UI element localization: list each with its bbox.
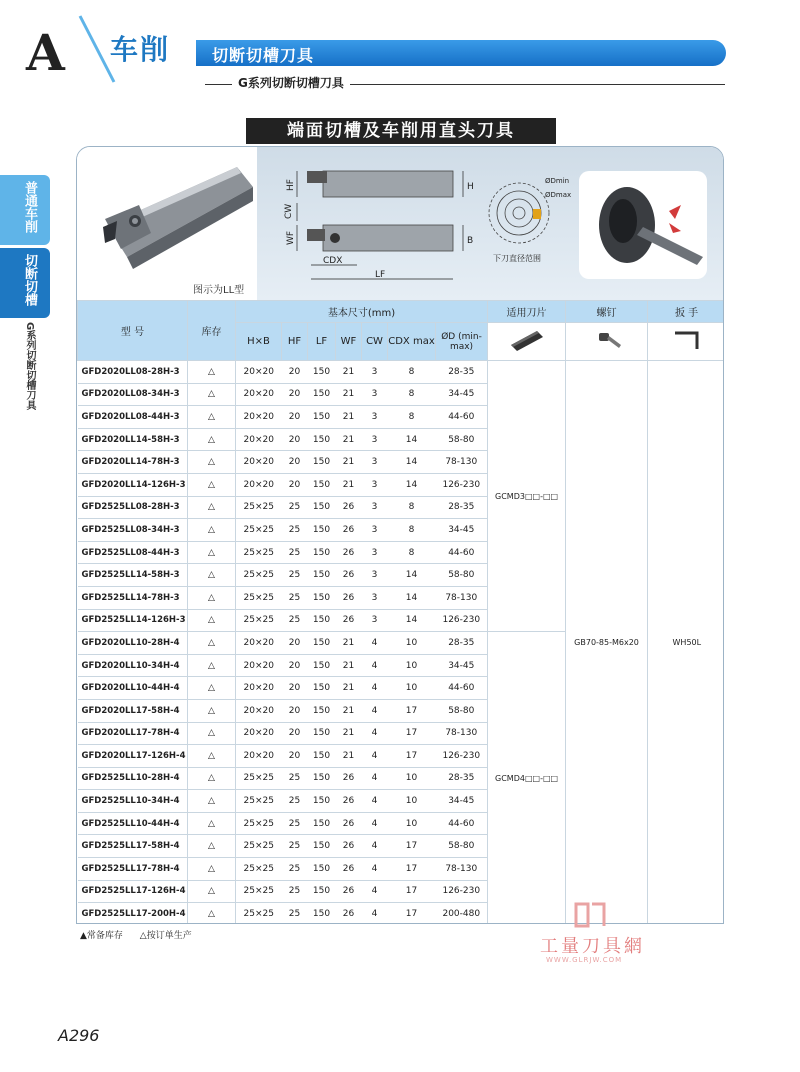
table-cell: 25: [282, 835, 308, 858]
table-cell: 3: [362, 496, 388, 519]
table-cell: 150: [308, 473, 336, 496]
table-cell: 28-35: [436, 496, 488, 519]
table-cell: 10: [388, 790, 436, 813]
table-cell: 78-130: [436, 451, 488, 474]
cell-model: GFD2020LL08-44H-3: [78, 406, 188, 429]
side-tab-subtitle: G系列切断切槽刀具: [24, 322, 35, 411]
table-cell: 44-60: [436, 541, 488, 564]
header-hxb: H×B: [236, 323, 282, 361]
table-cell: 21: [336, 473, 362, 496]
product-table-body: [78, 361, 725, 925]
cell-model: GFD2020LL10-28H-4: [78, 632, 188, 655]
table-cell: 20×20: [236, 428, 282, 451]
table-cell: 17: [388, 880, 436, 903]
table-cell: 17: [388, 835, 436, 858]
table-cell: 20×20: [236, 473, 282, 496]
cell-wrench: WH50L: [648, 361, 724, 925]
table-cell: 150: [308, 903, 336, 924]
table-cell: 150: [308, 632, 336, 655]
table-cell: △: [188, 858, 236, 881]
table-cell: 25: [282, 564, 308, 587]
watermark-text: 工量刀具網: [540, 936, 645, 957]
table-cell: 25×25: [236, 858, 282, 881]
table-cell: 150: [308, 586, 336, 609]
table-cell: 10: [388, 632, 436, 655]
table-cell: △: [188, 632, 236, 655]
cell-model: GFD2525LL17-58H-4: [78, 835, 188, 858]
table-cell: 25×25: [236, 586, 282, 609]
table-cell: 26: [336, 858, 362, 881]
header-wrench: 扳 手: [648, 301, 724, 323]
table-cell: 25: [282, 903, 308, 924]
table-row: [78, 361, 725, 384]
table-cell: 58-80: [436, 835, 488, 858]
table-cell: 200-480: [436, 903, 488, 924]
table-cell: 78-130: [436, 722, 488, 745]
table-cell: 58-80: [436, 564, 488, 587]
label-cdx: CDX: [323, 256, 343, 266]
table-cell: △: [188, 564, 236, 587]
table-cell: 28-35: [436, 361, 488, 384]
table-cell: 10: [388, 654, 436, 677]
table-cell: △: [188, 790, 236, 813]
product-frame: [76, 146, 724, 924]
table-cell: 4: [362, 767, 388, 790]
table-cell: 26: [336, 835, 362, 858]
table-cell: 20: [282, 745, 308, 768]
table-cell: △: [188, 699, 236, 722]
cell-model: GFD2525LL17-78H-4: [78, 858, 188, 881]
cell-model: GFD2020LL14-58H-3: [78, 428, 188, 451]
table-cell: 14: [388, 609, 436, 632]
cell-model: GFD2020LL10-44H-4: [78, 677, 188, 700]
legend-stock: ▲常备库存: [80, 931, 123, 941]
header-bar: [196, 40, 726, 66]
table-cell: 150: [308, 767, 336, 790]
table-cell: △: [188, 541, 236, 564]
table-cell: 25×25: [236, 519, 282, 542]
header-stock: 库存: [188, 301, 236, 361]
table-cell: 150: [308, 383, 336, 406]
side-tab-label: 普通车削: [22, 181, 37, 233]
table-cell: 4: [362, 903, 388, 924]
table-cell: 26: [336, 609, 362, 632]
table-cell: 20×20: [236, 745, 282, 768]
chapter-letter: A: [26, 23, 65, 82]
table-cell: △: [188, 654, 236, 677]
cell-model: GFD2020LL14-78H-3: [78, 451, 188, 474]
table-cell: 25: [282, 586, 308, 609]
table-cell: 3: [362, 428, 388, 451]
table-cell: 21: [336, 654, 362, 677]
table-cell: 10: [388, 812, 436, 835]
table-cell: 20×20: [236, 677, 282, 700]
header-hf: HF: [282, 323, 308, 361]
cell-model: GFD2525LL17-200H-4: [78, 903, 188, 924]
table-cell: 20×20: [236, 699, 282, 722]
table-cell: 20: [282, 406, 308, 429]
table-cell: 78-130: [436, 858, 488, 881]
table-cell: △: [188, 609, 236, 632]
table-cell: 20: [282, 632, 308, 655]
header-cw: CW: [362, 323, 388, 361]
table-cell: 26: [336, 880, 362, 903]
header-model: 型 号: [78, 301, 188, 361]
table-cell: △: [188, 519, 236, 542]
table-cell: 58-80: [436, 699, 488, 722]
cell-model: GFD2020LL08-28H-3: [78, 361, 188, 384]
table-cell: 4: [362, 677, 388, 700]
cell-model: GFD2525LL10-34H-4: [78, 790, 188, 813]
header-dims: 基本尺寸(mm): [236, 301, 488, 323]
table-cell: 8: [388, 361, 436, 384]
table-cell: 20×20: [236, 361, 282, 384]
table-cell: 20×20: [236, 654, 282, 677]
cell-model: GFD2525LL14-78H-3: [78, 586, 188, 609]
table-cell: 10: [388, 677, 436, 700]
table-cell: 150: [308, 564, 336, 587]
table-cell: 20: [282, 428, 308, 451]
table-cell: △: [188, 677, 236, 700]
cell-model: GFD2525LL10-44H-4: [78, 812, 188, 835]
label-b: B: [467, 236, 474, 246]
cell-model: GFD2525LL17-126H-4: [78, 880, 188, 903]
dimension-drawing: [257, 147, 724, 300]
table-cell: 21: [336, 361, 362, 384]
table-cell: 25×25: [236, 609, 282, 632]
label-wf: WF: [286, 230, 296, 245]
table-cell: 25×25: [236, 835, 282, 858]
category-title: 车削: [110, 33, 171, 66]
watermark-url: WWW.GLRJW.COM: [546, 956, 623, 964]
technical-drawing-panel: [257, 147, 724, 300]
table-cell: 25: [282, 880, 308, 903]
header-insert: 适用刀片: [488, 301, 566, 323]
table-cell: 25: [282, 790, 308, 813]
table-cell: 14: [388, 564, 436, 587]
table-cell: 14: [388, 473, 436, 496]
table-cell: 25×25: [236, 541, 282, 564]
table-cell: △: [188, 835, 236, 858]
table-cell: 17: [388, 903, 436, 924]
table-cell: 20: [282, 473, 308, 496]
wrench-icon: [648, 323, 724, 361]
table-cell: 21: [336, 406, 362, 429]
table-cell: 4: [362, 790, 388, 813]
table-cell: 8: [388, 541, 436, 564]
label-dmin: ØDmin: [545, 177, 570, 185]
table-cell: △: [188, 812, 236, 835]
table-cell: 3: [362, 451, 388, 474]
table-cell: 25: [282, 609, 308, 632]
side-tab-label: 切断切槽: [22, 254, 37, 306]
table-cell: 3: [362, 383, 388, 406]
table-cell: △: [188, 428, 236, 451]
table-cell: 26: [336, 903, 362, 924]
table-cell: 21: [336, 677, 362, 700]
table-cell: 150: [308, 451, 336, 474]
table-cell: 150: [308, 609, 336, 632]
label-hf: HF: [286, 179, 296, 191]
table-cell: 17: [388, 722, 436, 745]
cell-screw: GB70-85-M6x20: [566, 361, 648, 925]
cell-model: GFD2525LL14-126H-3: [78, 609, 188, 632]
table-cell: 25: [282, 767, 308, 790]
product-table: [77, 300, 724, 924]
table-cell: 34-45: [436, 654, 488, 677]
table-cell: 28-35: [436, 632, 488, 655]
table-cell: 4: [362, 880, 388, 903]
table-cell: 150: [308, 406, 336, 429]
table-cell: 3: [362, 519, 388, 542]
table-cell: 21: [336, 451, 362, 474]
table-cell: 44-60: [436, 812, 488, 835]
table-cell: 150: [308, 677, 336, 700]
table-cell: 25×25: [236, 790, 282, 813]
table-cell: △: [188, 496, 236, 519]
table-cell: 26: [336, 519, 362, 542]
cell-insert-group: GCMD4□□-□□: [488, 632, 566, 924]
legend: [80, 928, 206, 941]
table-cell: △: [188, 880, 236, 903]
table-cell: 20: [282, 451, 308, 474]
table-cell: 4: [362, 632, 388, 655]
table-cell: 4: [362, 699, 388, 722]
table-cell: 78-130: [436, 586, 488, 609]
header-screw: 螺钉: [566, 301, 648, 323]
table-cell: 20×20: [236, 632, 282, 655]
table-cell: 25×25: [236, 812, 282, 835]
table-cell: 150: [308, 654, 336, 677]
table-cell: △: [188, 383, 236, 406]
screw-icon: [566, 323, 648, 361]
table-cell: 26: [336, 790, 362, 813]
label-cw: CW: [284, 203, 294, 219]
table-cell: 20: [282, 654, 308, 677]
cell-model: GFD2525LL10-28H-4: [78, 767, 188, 790]
table-cell: 150: [308, 858, 336, 881]
table-cell: 14: [388, 586, 436, 609]
table-cell: 25×25: [236, 496, 282, 519]
table-cell: 3: [362, 564, 388, 587]
insert-icon: [488, 323, 566, 361]
table-cell: 150: [308, 790, 336, 813]
table-cell: 26: [336, 767, 362, 790]
side-tab-general-turning[interactable]: [0, 175, 50, 245]
table-cell: 25: [282, 541, 308, 564]
page-number: A296: [58, 1026, 100, 1045]
table-cell: 25×25: [236, 767, 282, 790]
table-cell: 126-230: [436, 745, 488, 768]
table-cell: 10: [388, 767, 436, 790]
table-cell: △: [188, 767, 236, 790]
table-cell: 150: [308, 519, 336, 542]
label-dmax: ØDmax: [545, 191, 572, 199]
table-cell: 34-45: [436, 519, 488, 542]
table-cell: 4: [362, 858, 388, 881]
label-diameter-range: 下刀直径范围: [493, 254, 541, 263]
table-cell: 17: [388, 858, 436, 881]
header-cdx: CDX max: [388, 323, 436, 361]
table-cell: 26: [336, 496, 362, 519]
table-cell: 26: [336, 812, 362, 835]
table-cell: 14: [388, 428, 436, 451]
table-cell: 20: [282, 677, 308, 700]
table-cell: 150: [308, 745, 336, 768]
table-cell: △: [188, 745, 236, 768]
table-cell: 150: [308, 812, 336, 835]
table-cell: 34-45: [436, 790, 488, 813]
table-cell: 20×20: [236, 722, 282, 745]
tool-photo: [77, 147, 257, 300]
table-cell: 126-230: [436, 880, 488, 903]
header-subtitle: G系列切断切槽刀具: [232, 74, 350, 91]
header-wf: WF: [336, 323, 362, 361]
table-cell: 25: [282, 812, 308, 835]
table-cell: 58-80: [436, 428, 488, 451]
table-cell: 44-60: [436, 406, 488, 429]
table-cell: 4: [362, 835, 388, 858]
cell-model: GFD2020LL14-126H-3: [78, 473, 188, 496]
table-cell: 3: [362, 406, 388, 429]
label-h: H: [467, 182, 474, 192]
table-cell: 3: [362, 541, 388, 564]
table-cell: 21: [336, 632, 362, 655]
table-cell: 17: [388, 699, 436, 722]
table-cell: 20: [282, 383, 308, 406]
cell-insert-group: GCMD3□□-□□: [488, 361, 566, 632]
header-od: ØD (min-max): [436, 323, 488, 361]
table-cell: 4: [362, 654, 388, 677]
cell-model: GFD2525LL08-34H-3: [78, 519, 188, 542]
table-cell: 150: [308, 496, 336, 519]
table-cell: 21: [336, 722, 362, 745]
table-cell: 25: [282, 496, 308, 519]
table-cell: 150: [308, 361, 336, 384]
table-cell: 21: [336, 428, 362, 451]
table-cell: 20×20: [236, 406, 282, 429]
table-cell: 21: [336, 699, 362, 722]
table-cell: 4: [362, 745, 388, 768]
table-cell: 20×20: [236, 451, 282, 474]
cell-model: GFD2525LL08-44H-3: [78, 541, 188, 564]
table-cell: 21: [336, 383, 362, 406]
section-title: 端面切槽及车削用直头刀具: [246, 118, 556, 144]
table-cell: 8: [388, 496, 436, 519]
label-lf: LF: [375, 270, 386, 280]
image-caption: 图示为LL型: [193, 285, 245, 296]
table-cell: △: [188, 722, 236, 745]
table-cell: 8: [388, 519, 436, 542]
table-cell: 150: [308, 722, 336, 745]
cell-model: GFD2525LL08-28H-3: [78, 496, 188, 519]
table-cell: 17: [388, 745, 436, 768]
cell-model: GFD2525LL14-58H-3: [78, 564, 188, 587]
table-cell: 14: [388, 451, 436, 474]
table-cell: 150: [308, 699, 336, 722]
table-cell: 126-230: [436, 473, 488, 496]
table-cell: 150: [308, 880, 336, 903]
side-tab-grooving[interactable]: [0, 248, 50, 318]
table-cell: 20×20: [236, 383, 282, 406]
table-cell: △: [188, 406, 236, 429]
table-cell: △: [188, 586, 236, 609]
table-cell: 150: [308, 835, 336, 858]
table-cell: 26: [336, 541, 362, 564]
header-lf: LF: [308, 323, 336, 361]
cell-model: GFD2020LL17-126H-4: [78, 745, 188, 768]
cell-model: GFD2020LL10-34H-4: [78, 654, 188, 677]
table-cell: 150: [308, 541, 336, 564]
table-cell: 3: [362, 473, 388, 496]
table-cell: 34-45: [436, 383, 488, 406]
table-cell: 25: [282, 519, 308, 542]
table-cell: 3: [362, 586, 388, 609]
table-cell: 25×25: [236, 903, 282, 924]
table-cell: 25×25: [236, 880, 282, 903]
table-cell: 26: [336, 586, 362, 609]
table-cell: 20: [282, 722, 308, 745]
table-cell: △: [188, 903, 236, 924]
table-cell: 8: [388, 383, 436, 406]
table-cell: 20: [282, 361, 308, 384]
legend-order: △按订单生产: [139, 931, 192, 941]
table-cell: 8: [388, 406, 436, 429]
table-cell: 3: [362, 609, 388, 632]
table-cell: 25: [282, 858, 308, 881]
table-cell: 4: [362, 722, 388, 745]
cell-model: GFD2020LL17-58H-4: [78, 699, 188, 722]
cell-model: GFD2020LL17-78H-4: [78, 722, 188, 745]
table-cell: 3: [362, 361, 388, 384]
table-cell: 150: [308, 428, 336, 451]
table-cell: 21: [336, 745, 362, 768]
table-cell: △: [188, 473, 236, 496]
table-cell: 4: [362, 812, 388, 835]
table-cell: 26: [336, 564, 362, 587]
table-cell: 126-230: [436, 609, 488, 632]
table-cell: 20: [282, 699, 308, 722]
table-cell: 44-60: [436, 677, 488, 700]
header-bar-title: 切断切槽刀具: [212, 46, 315, 65]
table-cell: △: [188, 361, 236, 384]
table-cell: 28-35: [436, 767, 488, 790]
table-cell: 25×25: [236, 564, 282, 587]
table-cell: △: [188, 451, 236, 474]
cell-model: GFD2020LL08-34H-3: [78, 383, 188, 406]
